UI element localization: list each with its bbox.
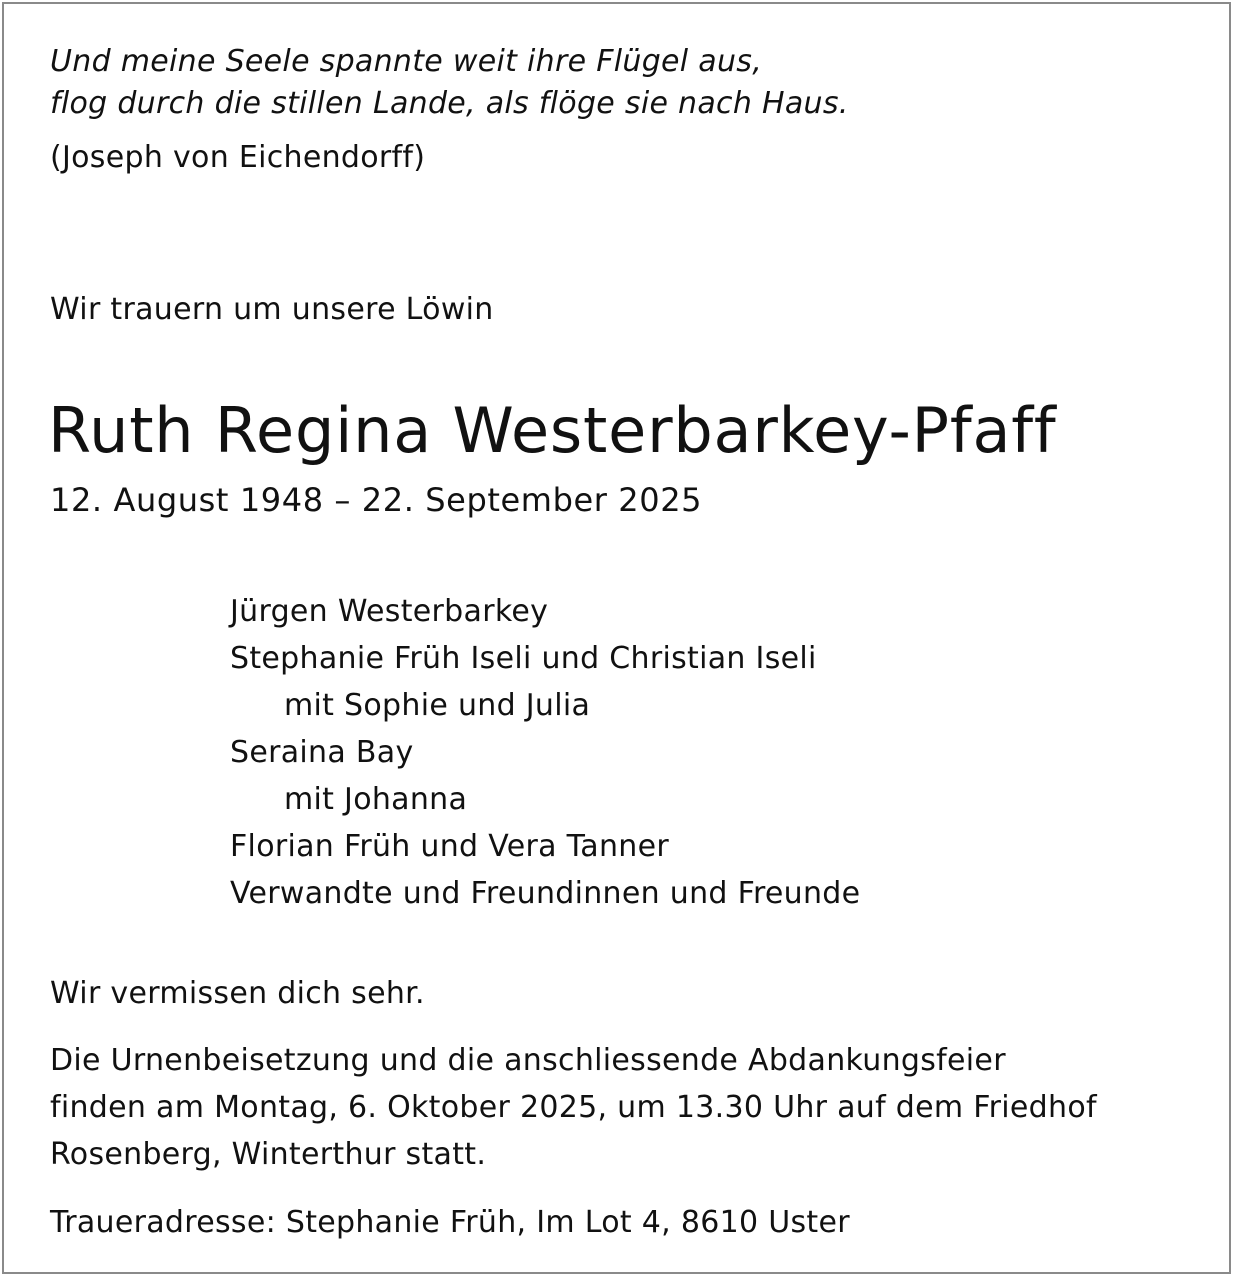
mourning-address: Traueradresse: Stephanie Früh, Im Lot 4, 8610 Uster [50,1205,850,1240]
deceased-dates: 12. August 1948 – 22. September 2025 [50,481,703,519]
family-member: Seraina Bay [230,735,414,770]
closing-text: Wir vermissen dich sehr. [50,976,425,1011]
deceased-name: Ruth Regina Westerbarkey-Pfaff [48,394,1057,467]
family-member: Jürgen Westerbarkey [230,594,549,629]
ceremony-line-1: Die Urnenbeisetzung und die anschliessende Abdankungsfeier [50,1043,1006,1078]
family-member: Stephanie Früh Iseli und Christian Iseli [230,641,817,676]
quote-line-2: flog durch die stillen Lande, als flöge sie nach Haus. [50,86,849,121]
family-member: mit Johanna [284,782,468,817]
family-member: Verwandte und Freundinnen und Freunde [230,876,861,911]
ceremony-line-3: Rosenberg, Winterthur statt. [50,1137,487,1172]
quote-line-1: Und meine Seele spannte weit ihre Flügel aus, [50,44,763,79]
quote-author: (Joseph von Eichendorff) [50,140,426,175]
family-member: Florian Früh und Vera Tanner [230,829,669,864]
family-member: mit Sophie und Julia [284,688,591,723]
ceremony-line-2: finden am Montag, 6. Oktober 2025, um 13.30 Uhr auf dem Friedhof [50,1090,1097,1125]
obituary-notice [2,2,1231,1274]
intro-text: Wir trauern um unsere Löwin [50,292,494,327]
